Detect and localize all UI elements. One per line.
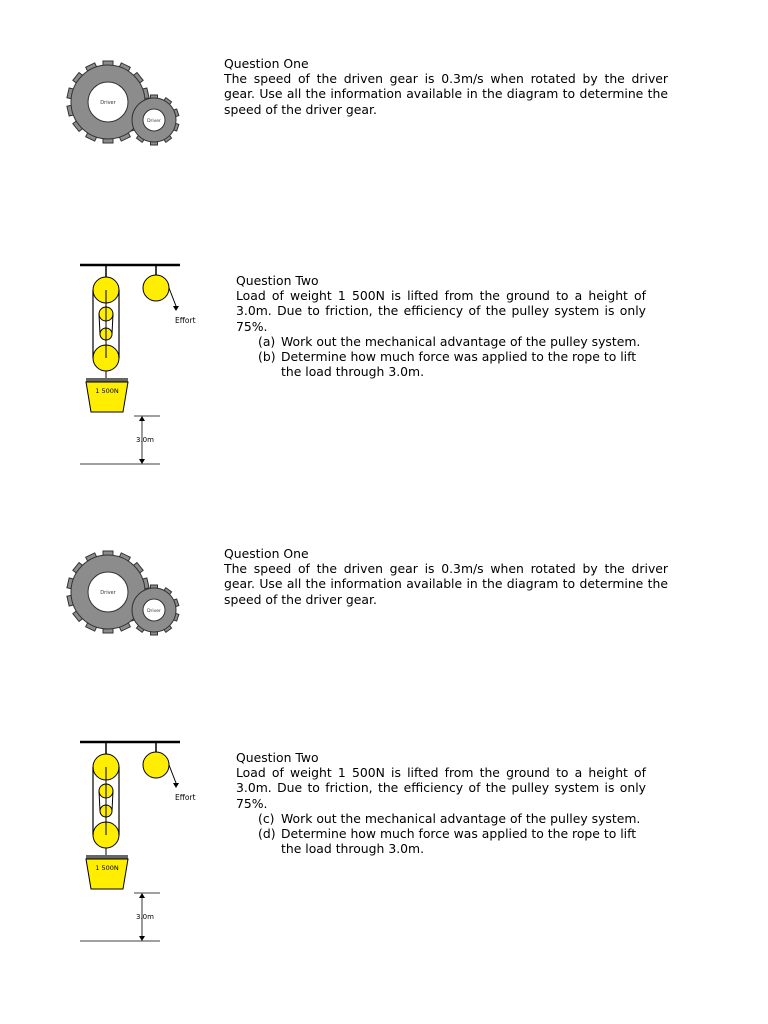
- option-label: (a): [258, 333, 276, 349]
- small-gear-label: Driver: [147, 119, 161, 124]
- option-text: Work out the mechanical advantage of the pulley system.: [281, 810, 641, 826]
- question-title: Question Two: [236, 273, 319, 288]
- question-title: Question One: [224, 56, 309, 71]
- option-label: (d): [258, 826, 276, 842]
- effort-label: Effort: [175, 316, 196, 325]
- option-text: Work out the mechanical advantage of the pulley system.: [281, 333, 641, 349]
- small-gear-icon: [132, 588, 176, 632]
- effort-label: Effort: [175, 793, 196, 802]
- option-text: Determine how much force was applied to the rope to lift the load through 3.0m.: [281, 826, 637, 857]
- height-label: 3.0m: [136, 436, 154, 444]
- option-c: [236, 811, 646, 826]
- option-label: (b): [258, 349, 276, 365]
- option-d: [236, 826, 646, 856]
- question-title: Question Two: [236, 750, 319, 765]
- top-pulley-icon: [143, 752, 169, 778]
- question-two-text: [236, 273, 646, 379]
- large-gear-label: Driver: [100, 100, 116, 106]
- height-label: 3.0m: [136, 913, 154, 921]
- load-label: 1 500N: [95, 387, 119, 395]
- question-title: Question One: [224, 546, 309, 561]
- question-one-text: [224, 546, 668, 607]
- option-text: Determine how much force was applied to the rope to lift the load through 3.0m.: [281, 349, 637, 380]
- question-body: The speed of the driven gear is 0.3m/s when rotated by the driver gear. Use all the information available in the diagram to determine the speed of the driver gear.: [224, 71, 668, 117]
- option-a: [236, 334, 646, 349]
- pulley-diagram: [76, 739, 216, 949]
- gear-diagram: [62, 58, 186, 158]
- option-b: [236, 349, 646, 379]
- gear-diagram: [62, 548, 186, 648]
- load-label: 1 500N: [95, 864, 119, 872]
- question-one-text: [224, 56, 668, 117]
- option-label: (c): [258, 810, 275, 826]
- pulley-diagram: [76, 262, 216, 472]
- question-body: The speed of the driven gear is 0.3m/s when rotated by the driver gear. Use all the information available in the diagram to determine the speed of the driver gear.: [224, 561, 668, 607]
- question-body: Load of weight 1 500N is lifted from the ground to a height of 3.0m. Due to friction, the efficiency of the pulley system is only 75%.: [236, 765, 646, 811]
- question-body: Load of weight 1 500N is lifted from the ground to a height of 3.0m. Due to friction, the efficiency of the pulley system is only 75%.: [236, 288, 646, 334]
- question-two-text: [236, 750, 646, 856]
- small-gear-label: Driver: [147, 609, 161, 614]
- large-gear-label: Driver: [100, 590, 116, 596]
- small-gear-icon: [132, 98, 176, 142]
- top-pulley-icon: [143, 275, 169, 301]
